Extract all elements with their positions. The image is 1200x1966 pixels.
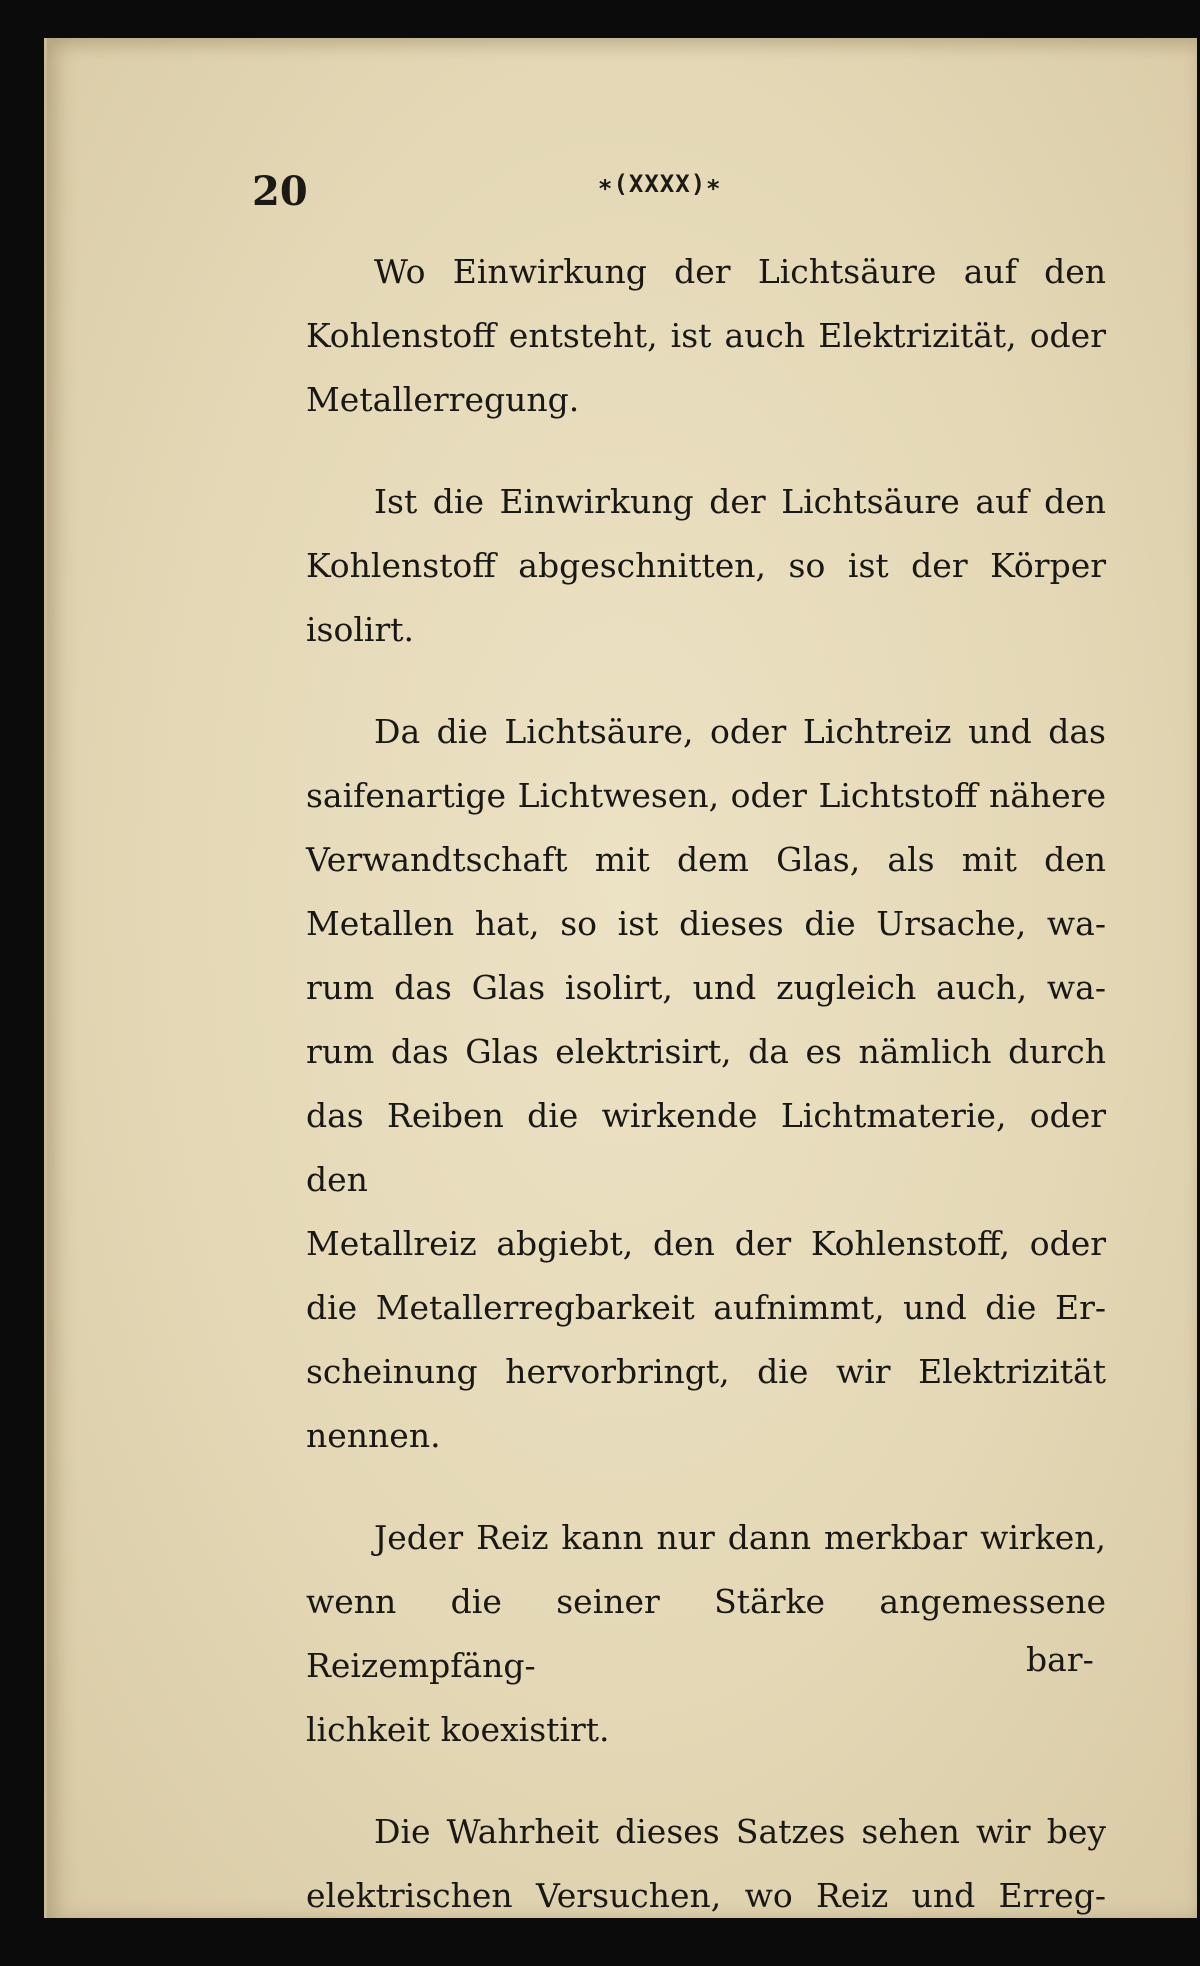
text-line: lichkeit koexistirt.: [306, 1710, 610, 1749]
text-line: isolirt.: [306, 610, 414, 649]
text-line: die Metallerregbarkeit aufnimmt, und die Er-: [306, 1288, 1106, 1327]
text-line: wenn die seiner Stärke angemessene Reizempfäng-: [306, 1582, 1106, 1685]
text-line: elektrischen Versuchen, wo Reiz und Erreg-: [306, 1876, 1106, 1915]
text-line: Da die Lichtsäure, oder Lichtreiz und das: [374, 712, 1106, 751]
paragraph-1: [306, 240, 1106, 432]
text-line: Kohlenstoff entsteht, ist auch Elektrizität, oder: [306, 316, 1106, 355]
text-line: nennen.: [306, 1416, 441, 1455]
body-text: [306, 240, 1106, 1966]
text-line: saifenartige Lichtwesen, oder Lichtstoff nähere: [306, 776, 1106, 815]
text-line: Die Wahrheit dieses Satzes sehen wir bey: [374, 1812, 1106, 1851]
text-line: scheinung hervorbringt, die wir Elektrizität: [306, 1352, 1106, 1391]
header-ornament: ∗(XXXX)∗: [598, 170, 722, 198]
page-number: 20: [252, 168, 308, 215]
paragraph-5: [306, 1800, 1106, 1928]
text-line: Jeder Reiz kann nur dann merkbar wirken,: [374, 1518, 1106, 1557]
text-line: Metallerregung.: [306, 380, 580, 419]
text-line: Kohlenstoff abgeschnitten, so ist der Körper: [306, 546, 1106, 585]
text-line: Metallen hat, so ist dieses die Ursache, wa-: [306, 904, 1106, 943]
paragraph-3: [306, 700, 1106, 1468]
text-line: Verwandtschaft mit dem Glas, als mit den: [306, 840, 1106, 879]
text-line: rum das Glas elektrisirt, da es nämlich durch: [306, 1032, 1106, 1071]
text-line: Metallreiz abgiebt, den der Kohlenstoff, oder: [306, 1224, 1106, 1263]
text-line: Ist die Einwirkung der Lichtsäure auf den: [374, 482, 1106, 521]
paragraph-2: [306, 470, 1106, 662]
text-line: rum das Glas isolirt, und zugleich auch, wa-: [306, 968, 1106, 1007]
paragraph-4: [306, 1506, 1106, 1762]
text-line: Wo Einwirkung der Lichtsäure auf den: [374, 252, 1106, 291]
text-line: das Reiben die wirkende Lichtmaterie, oder den: [306, 1096, 1106, 1199]
catchword: bar-: [1026, 1640, 1094, 1679]
